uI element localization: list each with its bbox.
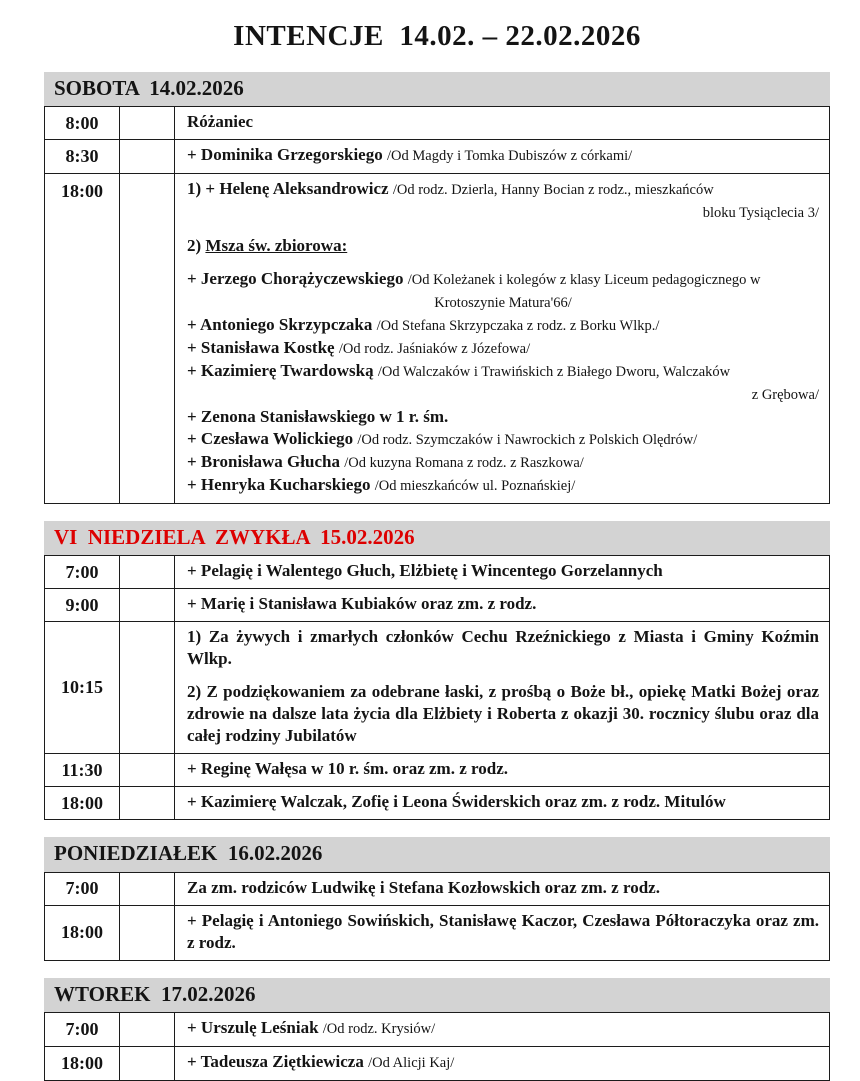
intention-row <box>45 140 830 174</box>
time-cell: 7:00 <box>45 556 120 589</box>
intention-attribution-text: /Od rodz. Jaśniaków z Józefowa/ <box>338 341 531 358</box>
intention-attribution-text: /Od rodz. Dzierla, Hanny Bocian z rodz., mieszkańców <box>392 182 714 199</box>
intention-row <box>45 107 830 140</box>
intention-attribution-text: /Od Koleżanek i kolegów z klasy Liceum pedagogicznego w <box>407 272 761 289</box>
intention-name-text: + Czesława Wolickiego <box>187 429 358 449</box>
intention-line <box>187 383 819 406</box>
intention-cell <box>175 174 830 504</box>
intention-name-text: 2) <box>187 236 206 256</box>
intention-name-text: + Urszulę Leśniak <box>187 1017 323 1037</box>
section-header: PONIEDZIAŁEK 16.02.2026 <box>44 837 830 871</box>
empty-cell <box>120 589 175 622</box>
intention-line <box>187 626 819 670</box>
intention-name-text: 2) Z podziękowaniem za odebrane łaski, z prośbą o Boże bł., opiekę Matki Bożej oraz zdrowie na dalsze lata życia dla Elżbiety i Roberta z okazji 30. rocznicy ślubu oraz dla całej rodziny Jubilatów <box>187 682 819 746</box>
intention-cell <box>175 872 830 905</box>
time-cell: 8:00 <box>45 107 120 140</box>
intention-line <box>187 360 819 383</box>
intention-line <box>187 291 819 314</box>
intention-row <box>45 872 830 905</box>
intentions-table <box>44 106 830 504</box>
intention-row <box>45 754 830 787</box>
intentions-table <box>44 872 830 961</box>
time-cell: 18:00 <box>45 905 120 960</box>
sections-container <box>44 72 830 1081</box>
intention-line <box>187 406 819 428</box>
intention-row <box>45 556 830 589</box>
intention-attribution-text: /Od Alicji Kaj/ <box>368 1054 455 1071</box>
intention-cell <box>175 140 830 174</box>
empty-cell <box>120 754 175 787</box>
intention-line <box>187 178 819 201</box>
intention-attribution-text: bloku Tysiąclecia 3/ <box>702 205 819 222</box>
time-cell: 9:00 <box>45 589 120 622</box>
intention-line <box>187 201 819 224</box>
empty-cell <box>120 872 175 905</box>
intention-line <box>187 877 819 899</box>
intention-line <box>187 268 819 291</box>
intentions-table <box>44 1012 830 1081</box>
intention-attribution-text: /Od mieszkańców ul. Poznańskiej/ <box>374 478 576 495</box>
intention-cell <box>175 905 830 960</box>
intention-line <box>187 428 819 451</box>
intention-line <box>187 1051 819 1074</box>
intention-attribution-text: z Grębowa/ <box>751 387 819 404</box>
intention-line <box>187 758 819 780</box>
intention-attribution-text: /Od rodz. Krysiów/ <box>322 1020 436 1037</box>
empty-cell <box>120 787 175 820</box>
intention-line <box>187 337 819 360</box>
intention-cell <box>175 754 830 787</box>
intention-line <box>187 791 819 813</box>
intention-name-text: + Dominika Grzegorskiego <box>187 145 387 165</box>
empty-cell <box>120 107 175 140</box>
intention-name-text: Za zm. rodziców Ludwikę i Stefana Kozłowskich oraz zm. z rodz. <box>187 877 660 897</box>
section-header: WTOREK 17.02.2026 <box>44 978 830 1012</box>
day-section <box>44 72 830 504</box>
intention-attribution-text: /Od Stefana Skrzypczaka z rodz. z Borku Wlkp./ <box>376 318 660 335</box>
intention-name-text: + Pelagię i Walentego Głuch, Elżbietę i Wincentego Gorzelannych <box>187 561 663 581</box>
intention-row <box>45 905 830 960</box>
intention-name-text: + Antoniego Skrzypczaka <box>187 315 377 335</box>
intention-name-text: Msza św. zbiorowa: <box>205 236 348 256</box>
intention-row <box>45 1012 830 1046</box>
page-title: INTENCJE 14.02. – 22.02.2026 <box>233 20 641 52</box>
intention-name-text: + Bronisława Głucha <box>187 452 345 472</box>
section-header: SOBOTA 14.02.2026 <box>44 72 830 106</box>
day-section <box>44 978 830 1081</box>
intention-row <box>45 622 830 754</box>
intention-line <box>187 593 819 615</box>
section-header: VI NIEDZIELA ZWYKŁA 15.02.2026 <box>44 521 830 555</box>
time-cell: 7:00 <box>45 872 120 905</box>
intention-row <box>45 589 830 622</box>
intention-name-text: + Jerzego Chorążyczewskiego <box>187 269 408 289</box>
intention-line <box>187 144 819 167</box>
intention-line <box>187 235 819 257</box>
time-cell: 18:00 <box>45 174 120 504</box>
intention-name-text: + Marię i Stanisława Kubiaków oraz zm. z rodz. <box>187 594 537 614</box>
intention-cell <box>175 622 830 754</box>
intention-cell <box>175 1012 830 1046</box>
intention-attribution-text: /Od kuzyna Romana z rodz. z Raszkowa/ <box>344 455 584 472</box>
intention-name-text: + Pelagię i Antoniego Sowińskich, Stanisławę Kaczor, Czesława Półtoraczyka oraz zm. z rodz. <box>187 910 819 952</box>
time-cell: 7:00 <box>45 1012 120 1046</box>
empty-cell <box>120 556 175 589</box>
day-section <box>44 837 830 960</box>
intention-cell <box>175 556 830 589</box>
intention-name-text: + Zenona Stanisławskiego w 1 r. śm. <box>187 407 449 427</box>
empty-cell <box>120 905 175 960</box>
empty-cell <box>120 1046 175 1080</box>
intention-line <box>187 474 819 497</box>
intention-cell <box>175 1046 830 1080</box>
time-cell: 10:15 <box>45 622 120 754</box>
intention-line <box>187 111 819 133</box>
intention-name-text: Różaniec <box>187 112 254 132</box>
intention-attribution-text: /Od rodz. Szymczaków i Nawrockich z Polskich Olędrów/ <box>357 432 698 449</box>
intention-name-text: 1) Za żywych i zmarłych członków Cechu Rzeźnickiego z Miasta i Gminy Koźmin Wlkp. <box>187 627 819 669</box>
empty-cell <box>120 174 175 504</box>
intention-line <box>187 681 819 747</box>
empty-cell <box>120 140 175 174</box>
intention-name-text: + Henryka Kucharskiego <box>187 475 375 495</box>
intention-line <box>187 910 819 954</box>
empty-cell <box>120 1012 175 1046</box>
empty-cell <box>120 622 175 754</box>
day-section <box>44 521 830 820</box>
intention-line <box>187 451 819 474</box>
intention-name-text: + Kazimierę Twardowską <box>187 361 378 381</box>
intention-row <box>45 787 830 820</box>
intention-attribution-text: /Od Magdy i Tomka Dubiszów z córkami/ <box>386 148 633 165</box>
intention-line <box>187 1017 819 1040</box>
time-cell: 11:30 <box>45 754 120 787</box>
intention-cell <box>175 787 830 820</box>
intention-name-text: + Kazimierę Walczak, Zofię i Leona Świderskich oraz zm. z rodz. Mitulów <box>187 792 726 812</box>
intention-name-text: + Tadeusza Ziętkiewicza <box>187 1051 369 1071</box>
time-cell: 18:00 <box>45 1046 120 1080</box>
intention-name-text: 1) + Helenę Aleksandrowicz <box>187 179 393 199</box>
intention-line <box>187 560 819 582</box>
intention-name-text: + Reginę Wałęsa w 10 r. śm. oraz zm. z rodz. <box>187 759 508 779</box>
intention-line <box>187 314 819 337</box>
intention-attribution-text: Krotoszynie Matura'66/ <box>434 295 572 312</box>
intentions-table <box>44 555 830 820</box>
time-cell: 18:00 <box>45 787 120 820</box>
intention-cell <box>175 107 830 140</box>
intention-row <box>45 1046 830 1080</box>
intention-cell <box>175 589 830 622</box>
intention-name-text: + Stanisława Kostkę <box>187 338 339 358</box>
intention-attribution-text: /Od Walczaków i Trawińskich z Białego Dworu, Walczaków <box>377 364 731 381</box>
intention-row <box>45 174 830 504</box>
time-cell: 8:30 <box>45 140 120 174</box>
